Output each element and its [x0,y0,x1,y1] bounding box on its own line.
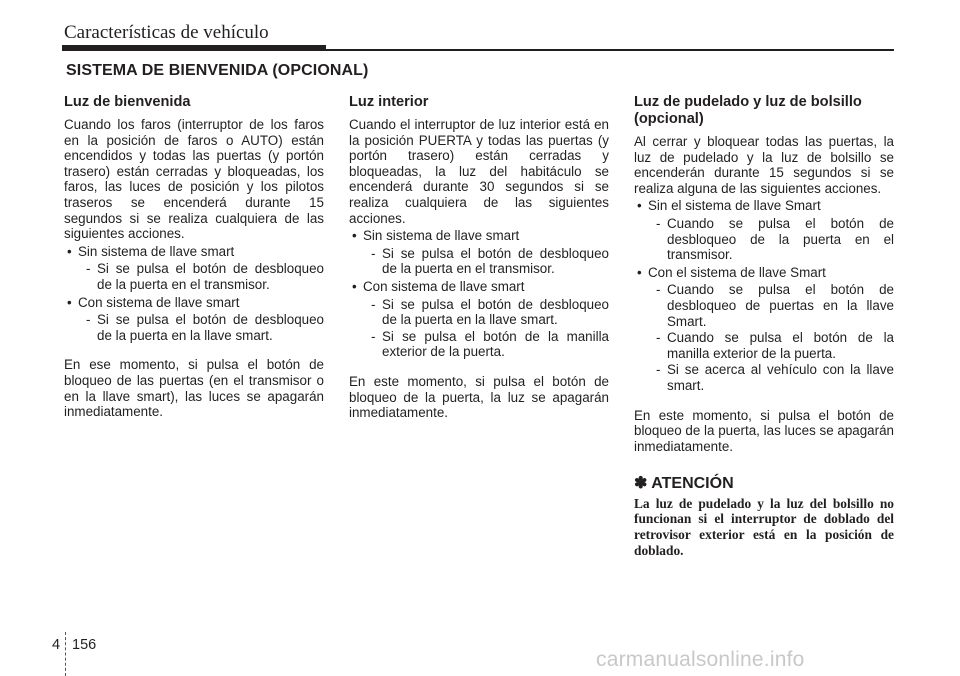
bullet-text: Sin sistema de llave smart [363,228,520,244]
bullet-text: Con el sistema de llave Smart [648,264,826,280]
section-title: SISTEMA DE BIENVENIDA (OPCIONAL) [66,62,369,79]
dash-text: Cuando se pulsa el botón de desbloqueo de la puerta en el transmisor. [667,215,894,263]
dash-text: Si se acerca al vehículo con la llave smart. [667,362,894,393]
bullet-item: • Con sistema de llave smart [67,294,240,310]
header-rule-thick [62,45,326,51]
dash-text: Cuando se pulsa el botón de desbloqueo de puertas en la llave Smart. [667,282,894,329]
bullet-item: • Sin sistema de llave smart [67,243,235,259]
watermark: carmanualsonline.info [596,648,805,671]
heading-welcome-light: Luz de bienvenida [64,94,191,110]
dash-text: Cuando se pulsa el botón de la manilla exterior de la puerta. [667,330,894,361]
bullet-item: • Sin sistema de llave smart [352,228,520,244]
bullet-text: Con sistema de llave smart [78,294,240,310]
dash-text: Si se pulsa el botón de desbloqueo de la puerta en el transmisor. [97,261,324,292]
footer-divider [65,632,66,676]
dash-item: - Cuando se pulsa el botón de desbloqueo de la puerta en el transmisor. [656,215,894,263]
column-puddle-light [634,94,894,560]
bullet-item: • Con el sistema de llave Smart [637,264,826,280]
bullet-item: • Con sistema de llave smart [352,278,525,294]
column-welcome-light [64,94,324,422]
dash-item: - Cuando se pulsa el botón de desbloqueo de puertas en la llave Smart. [656,282,894,329]
paragraph-outro: En este momento, si pulsa el botón de bloqueo de la puerta, las luces se apagarán inmediatamente. [634,407,894,454]
page-number: 156 [72,637,97,653]
bullet-text: Sin el sistema de llave Smart [648,198,821,214]
dash-item: - Si se pulsa el botón de la manilla exterior de la puerta. [371,328,609,360]
dash-item: - Si se pulsa el botón de desbloqueo de la puerta en el transmisor. [86,261,324,292]
paragraph-outro: En este momento, si pulsa el botón de bloqueo de la puerta, la luz se apagarán inmediatamente. [349,373,609,421]
note-title: ✽ ATENCIÓN [634,475,734,493]
paragraph-intro: Cuando el interruptor de luz interior está en la posición PUERTA y todas las puertas (y portón trasero) están cerradas y bloqueadas, la luz del habitáculo se encenderá durante 30 segundos si se realiza cualquiera de las siguientes acciones. [349,117,609,226]
header-title: Características de vehículo [64,22,269,43]
dash-item: - Cuando se pulsa el botón de la manilla exterior de la puerta. [656,330,894,361]
bullet-text: Sin sistema de llave smart [78,243,235,259]
heading-puddle-light: Luz de pudelado y luz de bolsillo (opcional) [634,94,862,127]
paragraph-intro: Cuando los faros (interruptor de los faros en la posición de faros o AUTO) están encendidos y todas las puertas (y portón trasero) están cerradas y bloqueadas, los faros, las luces de posición y los pilotos traseros se encenderá durante 15 segundos si se realiza cualquiera de las siguientes acciones. [64,117,324,242]
paragraph-outro: En ese momento, si pulsa el botón de bloqueo de las puertas (en el transmisor o en la llave smart), las luces se apagarán inmediatamente. [64,357,324,420]
paragraph-intro: Al cerrar y bloquear todas las puertas, la luz de pudelado y la luz de bolsillo se encenderán durante 15 segundos si se realiza alguna de las siguientes acciones. [634,134,894,196]
header-rule-thin [326,49,894,51]
dash-text: Si se pulsa el botón de desbloqueo de la puerta en la llave smart. [382,296,609,328]
dash-text: Si se pulsa el botón de la manilla exterior de la puerta. [382,328,609,360]
bullet-item: • Sin el sistema de llave Smart [637,198,821,214]
dash-item: - Si se acerca al vehículo con la llave smart. [656,362,894,393]
dash-text: Si se pulsa el botón de desbloqueo de la puerta en el transmisor. [382,245,609,277]
note-body: La luz de pudelado y la luz del bolsillo no funcionan si el interruptor de doblado del retrovisor exterior está en la posición de doblado. [634,495,894,558]
dash-text: Si se pulsa el botón de desbloqueo de la puerta en la llave smart. [97,312,324,343]
dash-item: - Si se pulsa el botón de desbloqueo de la puerta en el transmisor. [371,245,609,277]
chapter-number: 4 [52,637,61,653]
column-interior-light [349,94,609,423]
dash-item: - Si se pulsa el botón de desbloqueo de la puerta en la llave smart. [371,296,609,328]
heading-interior-light: Luz interior [349,94,429,110]
dash-item: - Si se pulsa el botón de desbloqueo de la puerta en la llave smart. [86,312,324,343]
bullet-text: Con sistema de llave smart [363,278,525,294]
